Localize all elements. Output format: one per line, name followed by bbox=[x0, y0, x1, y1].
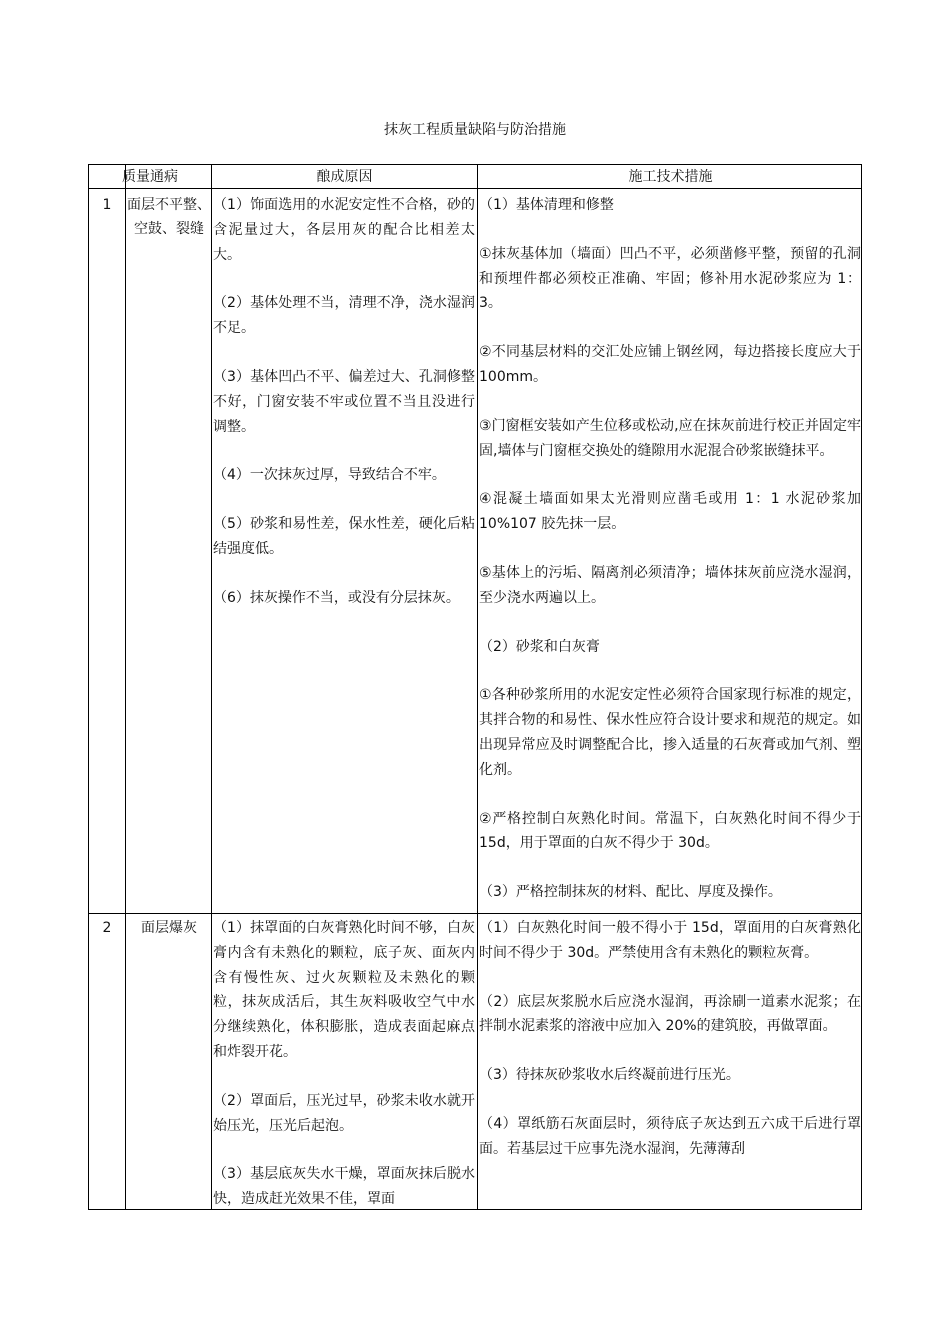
row-number: 2 bbox=[102, 920, 112, 936]
measure-paragraph: （2）底层灰浆脱水后应浇水湿润，再涂刷一道素水泥浆；在拌制水泥素浆的溶液中应加入 20%的建筑胶，再做罩面。 bbox=[479, 993, 861, 1035]
measure-paragraph: ②严格控制白灰熟化时间。常温下，白灰熟化时间不得少于 15d，用于罩面的白灰不得少于 30d。 bbox=[479, 810, 861, 852]
header-measure: 施工技术措施 bbox=[628, 169, 713, 185]
cause-paragraph: （1）饰面选用的水泥安定性不合格，砂的含泥量过大，各层用灰的配合比相差太大。 bbox=[213, 197, 475, 263]
cause-paragraph: （3）基层底灰失水干燥，罩面灰抹后脱水快，造成赶光效果不佳，罩面 bbox=[213, 1166, 475, 1208]
measure-paragraph: ④混凝土墙面如果太光滑则应凿毛或用 1：1 水泥砂浆加 10%107 胶先抹一层。 bbox=[479, 491, 861, 533]
col-divider bbox=[211, 165, 212, 1209]
cause-paragraph: （6）抹灰操作不当，或没有分层抹灰。 bbox=[213, 589, 460, 606]
measure-paragraph: （3）待抹灰砂浆收水后终凝前进行压光。 bbox=[479, 1067, 740, 1084]
measure-paragraph: （1）基体清理和修整 bbox=[479, 197, 614, 213]
measure-paragraph: ③门窗框安装如产生位移或松动,应在抹灰前进行校正并固定牢固,墙体与门窗框交换处的缝隙用水泥混合砂浆嵌缝抹平。 bbox=[479, 417, 861, 459]
measure-cell bbox=[479, 916, 861, 1210]
cause-paragraph: （4）一次抹灰过厚，导致结合不牢。 bbox=[213, 467, 446, 484]
cause-cell bbox=[213, 916, 475, 1210]
cause-paragraph: （1）抹罩面的白灰膏熟化时间不够，白灰膏内含有未熟化的颗粒，底子灰、面灰内含有慢性灰、过火灰颗粒及未熟化的颗粒，抹灰成活后，其生灰料吸收空气中水分继续熟化，体积膨胀，造成表面起麻点和炸裂开花。 bbox=[213, 920, 475, 1060]
measure-paragraph: （4）罩纸筋石灰面层时，须待底子灰达到五六成干后进行罩面。若基层过干应事先浇水湿润，先薄薄刮 bbox=[479, 1115, 861, 1157]
measure-paragraph: （2）砂浆和白灰膏 bbox=[479, 638, 600, 655]
header-cause: 酿成原因 bbox=[316, 169, 373, 185]
measure-paragraph: （1）白灰熟化时间一般不得小于 15d，罩面用的白灰膏熟化时间不得少于 30d。严禁使用含有未熟化的颗粒灰膏。 bbox=[479, 920, 861, 961]
cause-paragraph: （2）罩面后，压光过早，砂浆未收水就开始压光，压光后起泡。 bbox=[213, 1092, 475, 1134]
measure-cell bbox=[479, 193, 861, 905]
document-title: 抹灰工程质量缺陷与防治措施 bbox=[384, 122, 566, 138]
header-defect: 质量通病 bbox=[122, 169, 178, 185]
defects-table bbox=[88, 164, 862, 1210]
col-divider bbox=[125, 165, 126, 1209]
measure-paragraph: ①各种砂浆所用的水泥安定性必须符合国家现行标准的规定，其拌合物的和易性、保水性应符合设计要求和规范的规定。如出现异常应及时调整配合比，掺入适量的石灰膏或加气剂、塑化剂。 bbox=[479, 687, 861, 778]
row-number: 1 bbox=[102, 197, 112, 213]
col-divider bbox=[477, 165, 478, 1209]
measure-paragraph: （3）严格控制抹灰的材料、配比、厚度及操作。 bbox=[479, 884, 782, 901]
cause-paragraph: （5）砂浆和易性差，保水性差，硬化后粘结强度低。 bbox=[213, 516, 475, 557]
measure-paragraph: ①抹灰基体加（墙面）凹凸不平，必须凿修平整，预留的孔洞和预埋件都必须校正准确、牢固；修补用水泥砂浆应为 1：3。 bbox=[479, 245, 861, 312]
cause-paragraph: （2）基体处理不当，清理不净，浇水湿润不足。 bbox=[213, 295, 475, 337]
cause-paragraph: （3）基体凹凸不平、偏差过大、孔洞修整不好，门窗安装不牢或位置不当且没进行调整。 bbox=[213, 368, 475, 435]
measure-paragraph: ⑤基体上的污垢、隔离剂必须清净；墙体抹灰前应浇水湿润，至少浇水两遍以上。 bbox=[479, 564, 861, 606]
defect-name: 面层不平整、空鼓、裂缝 bbox=[127, 197, 211, 237]
defect-name: 面层爆灰 bbox=[141, 920, 197, 936]
cause-cell bbox=[213, 193, 475, 611]
measure-paragraph: ②不同基层材料的交汇处应铺上钢丝网，每边搭接长度应大于 100mm。 bbox=[479, 344, 861, 385]
row-divider bbox=[89, 913, 861, 914]
